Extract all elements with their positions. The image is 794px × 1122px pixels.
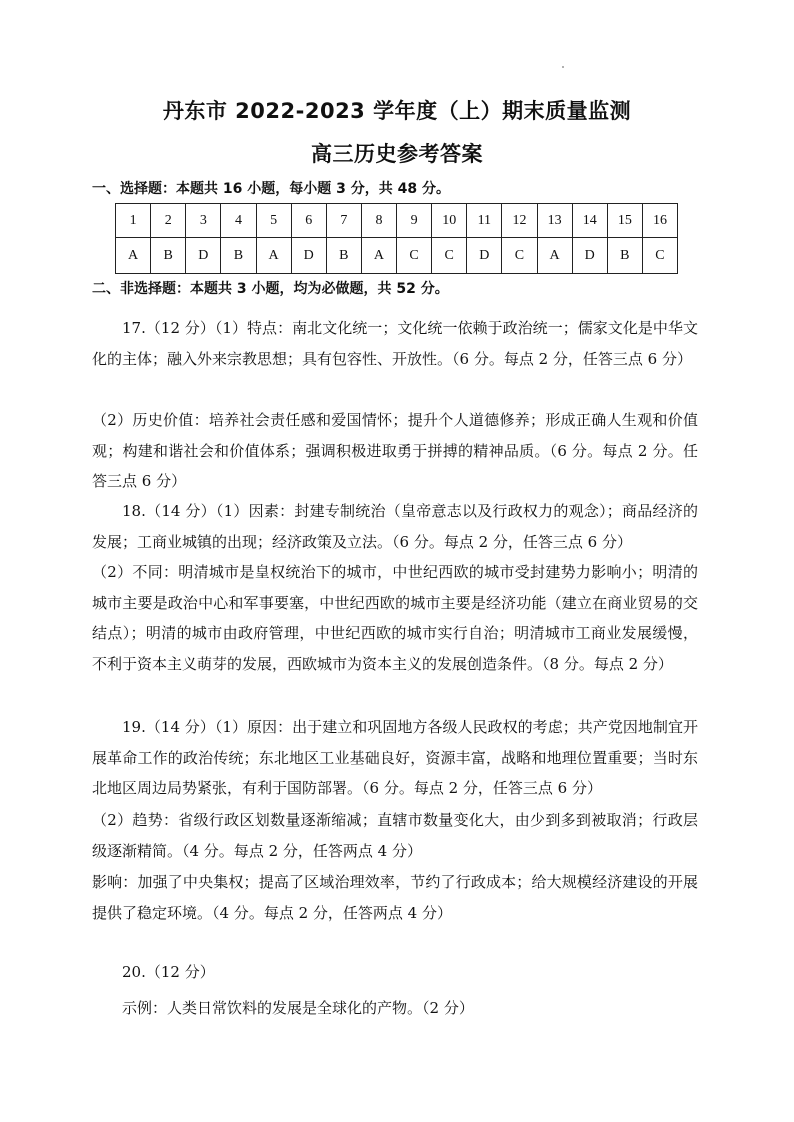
q18-part1: 18.（14 分）（1）因素：封建专制统治（皇帝意志以及行政权力的观念）；商品经济的发展；工商业城镇的出现；经济政策及立法。（6 分。每点 2 分，任答三点 6 分） xyxy=(92,502,698,551)
q19-part2: （2）趋势：省级行政区划数量逐渐缩减；直辖市数量变化大，由少到多到被取消；行政层级逐渐精简。（4 分。每点 2 分，任答两点 4 分） xyxy=(92,811,698,860)
answer-cell: C xyxy=(502,238,537,274)
answer-cell: D xyxy=(291,238,326,274)
answer-cell: A xyxy=(256,238,291,274)
question-number-cell: 8 xyxy=(361,204,396,238)
question-number-cell: 10 xyxy=(432,204,467,238)
exam-title: 丹东市 2022-2023 学年度（上）期末质量监测 xyxy=(162,99,632,123)
q17-part2: （2）历史价值：培养社会责任感和爱国情怀；提升个人道德修养；形成正确人生观和价值观；构建和谐社会和价值体系；强调积极进取勇于拼搏的精神品质。（6 分。每点 2 分。任答三点 6 分） xyxy=(92,411,698,490)
q20-heading: 20.（12 分） xyxy=(122,963,215,981)
scan-speck xyxy=(562,66,564,68)
question-number-cell: 16 xyxy=(642,204,677,238)
answer-cell: B xyxy=(607,238,642,274)
question-number-cell: 4 xyxy=(221,204,256,238)
question-number-cell: 5 xyxy=(256,204,291,238)
question-number-row xyxy=(116,204,678,238)
answer-cell: B xyxy=(221,238,256,274)
answer-cell: A xyxy=(537,238,572,274)
question-number-cell: 13 xyxy=(537,204,572,238)
section-2-heading: 二、非选择题：本题共 3 小题，均为必做题，共 52 分。 xyxy=(92,281,449,297)
question-number-cell: 2 xyxy=(151,204,186,238)
question-number-cell: 11 xyxy=(467,204,502,238)
answer-cell: C xyxy=(642,238,677,274)
answer-cell: D xyxy=(572,238,607,274)
answer-row xyxy=(116,238,678,274)
question-number-cell: 14 xyxy=(572,204,607,238)
answer-cell: D xyxy=(186,238,221,274)
q20-example: 示例：人类日常饮料的发展是全球化的产物。（2 分） xyxy=(122,999,474,1017)
answer-cell: A xyxy=(361,238,396,274)
answer-key-title: 高三历史参考答案 xyxy=(311,142,483,166)
answer-cell: C xyxy=(432,238,467,274)
question-number-cell: 1 xyxy=(116,204,151,238)
answer-cell: B xyxy=(326,238,361,274)
answer-cell: D xyxy=(467,238,502,274)
q19-part1: 19.（14 分）（1）原因：出于建立和巩固地方各级人民政权的考虑；共产党因地制宜开展革命工作的政治传统；东北地区工业基础良好，资源丰富，战略和地理位置重要；当时东北地区周边局势紧张，有利于国防部署。（6 分。每点 2 分，任答三点 6 分） xyxy=(92,718,698,797)
question-number-cell: 12 xyxy=(502,204,537,238)
question-number-cell: 9 xyxy=(397,204,432,238)
answer-cell: C xyxy=(397,238,432,274)
question-number-cell: 6 xyxy=(291,204,326,238)
answer-table xyxy=(115,203,678,274)
q19-part3: 影响：加强了中央集权；提高了区域治理效率，节约了行政成本；给大规模经济建设的开展提供了稳定环境。（4 分。每点 2 分，任答两点 4 分） xyxy=(92,873,698,922)
question-number-cell: 7 xyxy=(326,204,361,238)
answer-cell: A xyxy=(116,238,151,274)
question-number-cell: 3 xyxy=(186,204,221,238)
answer-cell: B xyxy=(151,238,186,274)
question-number-cell: 15 xyxy=(607,204,642,238)
q18-part2: （2）不同：明清城市是皇权统治下的城市，中世纪西欧的城市受封建势力影响小；明清的城市主要是政治中心和军事要塞，中世纪西欧的城市主要是经济功能（建立在商业贸易的交结点）；明清的城市由政府管理，中世纪西欧的城市实行自治；明清城市工商业发展缓慢，不利于资本主义萌芽的发展，西欧城市为资本主义的发展创造条件。（8 分。每点 2 分） xyxy=(92,563,698,673)
section-1-heading: 一、选择题：本题共 16 小题，每小题 3 分，共 48 分。 xyxy=(92,181,450,197)
q17-part1: 17.（12 分）（1）特点：南北文化统一；文化统一依赖于政治统一；儒家文化是中华文化的主体；融入外来宗教思想；具有包容性、开放性。（6 分。每点 2 分，任答三点 6 分） xyxy=(92,319,698,368)
